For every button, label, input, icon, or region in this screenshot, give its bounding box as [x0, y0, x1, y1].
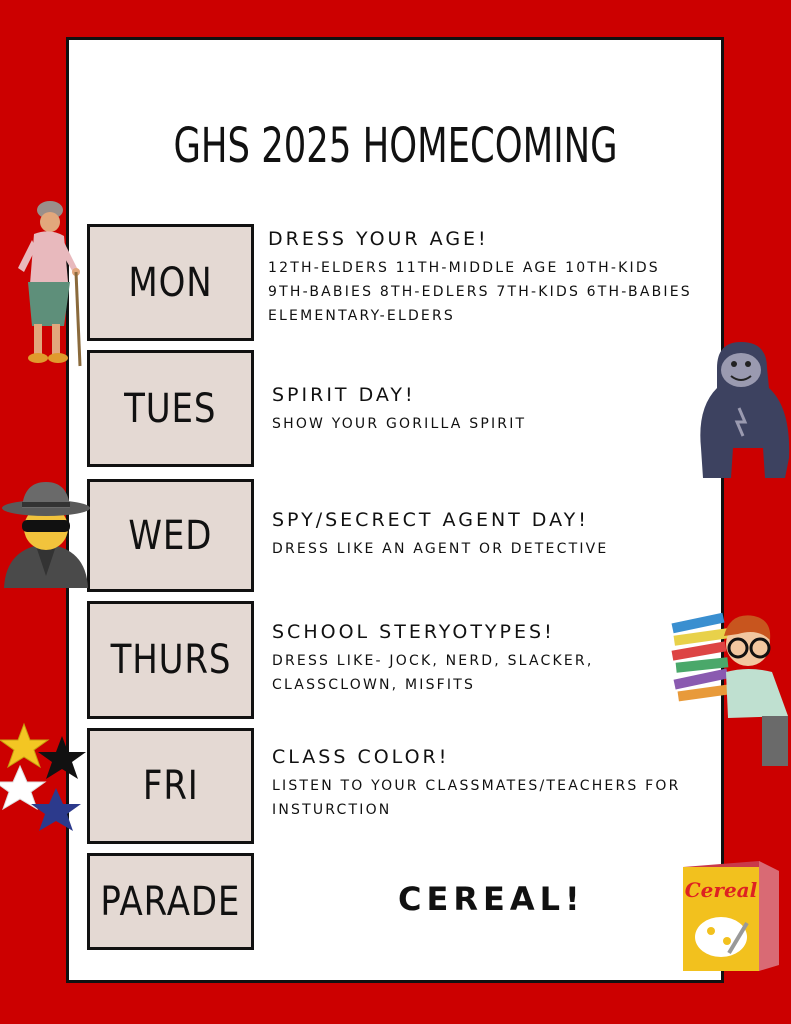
details-fri: LISTEN TO YOUR CLASSMATES/TEACHERS FOR INSTURCTION: [272, 778, 681, 818]
elder-woman-icon: [4, 198, 84, 370]
day-box-wed: WED: [87, 479, 254, 592]
details-wed: DRESS LIKE AN AGENT OR DETECTIVE: [272, 541, 609, 557]
desc-wed: [272, 509, 702, 561]
day-box-mon: MON: [87, 224, 254, 341]
day-box-thurs: THURS: [87, 601, 254, 719]
cereal-box-icon: [681, 851, 781, 973]
details-thurs: DRESS LIKE- JOCK, NERD, SLACKER, CLASSCLOWN, MISFITS: [272, 653, 594, 693]
desc-thurs: [272, 621, 672, 697]
heading-tues: SPIRIT DAY!: [272, 384, 416, 406]
page-title: GHS 2025 HOMECOMING: [173, 118, 618, 174]
desc-mon: [268, 228, 698, 328]
day-box-tues: TUES: [87, 350, 254, 467]
details-tues: SHOW YOUR GORILLA SPIRIT: [272, 416, 527, 432]
details-mon: 12TH-ELDERS 11TH-MIDDLE AGE 10TH-KIDS 9TH-BABIES 8TH-EDLERS 7TH-KIDS 6TH-BABIES ELEMENTARY-ELDERS: [268, 260, 692, 324]
heading-mon: DRESS YOUR AGE!: [268, 228, 489, 250]
heading-thurs: SCHOOL STERYOTYPES!: [272, 621, 555, 643]
heading-fri: CLASS COLOR!: [272, 746, 450, 768]
nerd-with-books-icon: [668, 606, 791, 766]
cereal-box-label: Cereal: [684, 878, 758, 902]
spy-icon: [0, 476, 92, 590]
desc-fri: [272, 746, 702, 822]
day-box-parade: PARADE: [87, 853, 254, 950]
heading-wed: SPY/SECRECT AGENT DAY!: [272, 509, 589, 531]
day-box-fri: FRI: [87, 728, 254, 844]
parade-theme: CEREAL!: [398, 880, 585, 918]
gorilla-icon: [697, 338, 791, 480]
desc-tues: [272, 384, 702, 436]
stars-icon: [0, 722, 90, 838]
